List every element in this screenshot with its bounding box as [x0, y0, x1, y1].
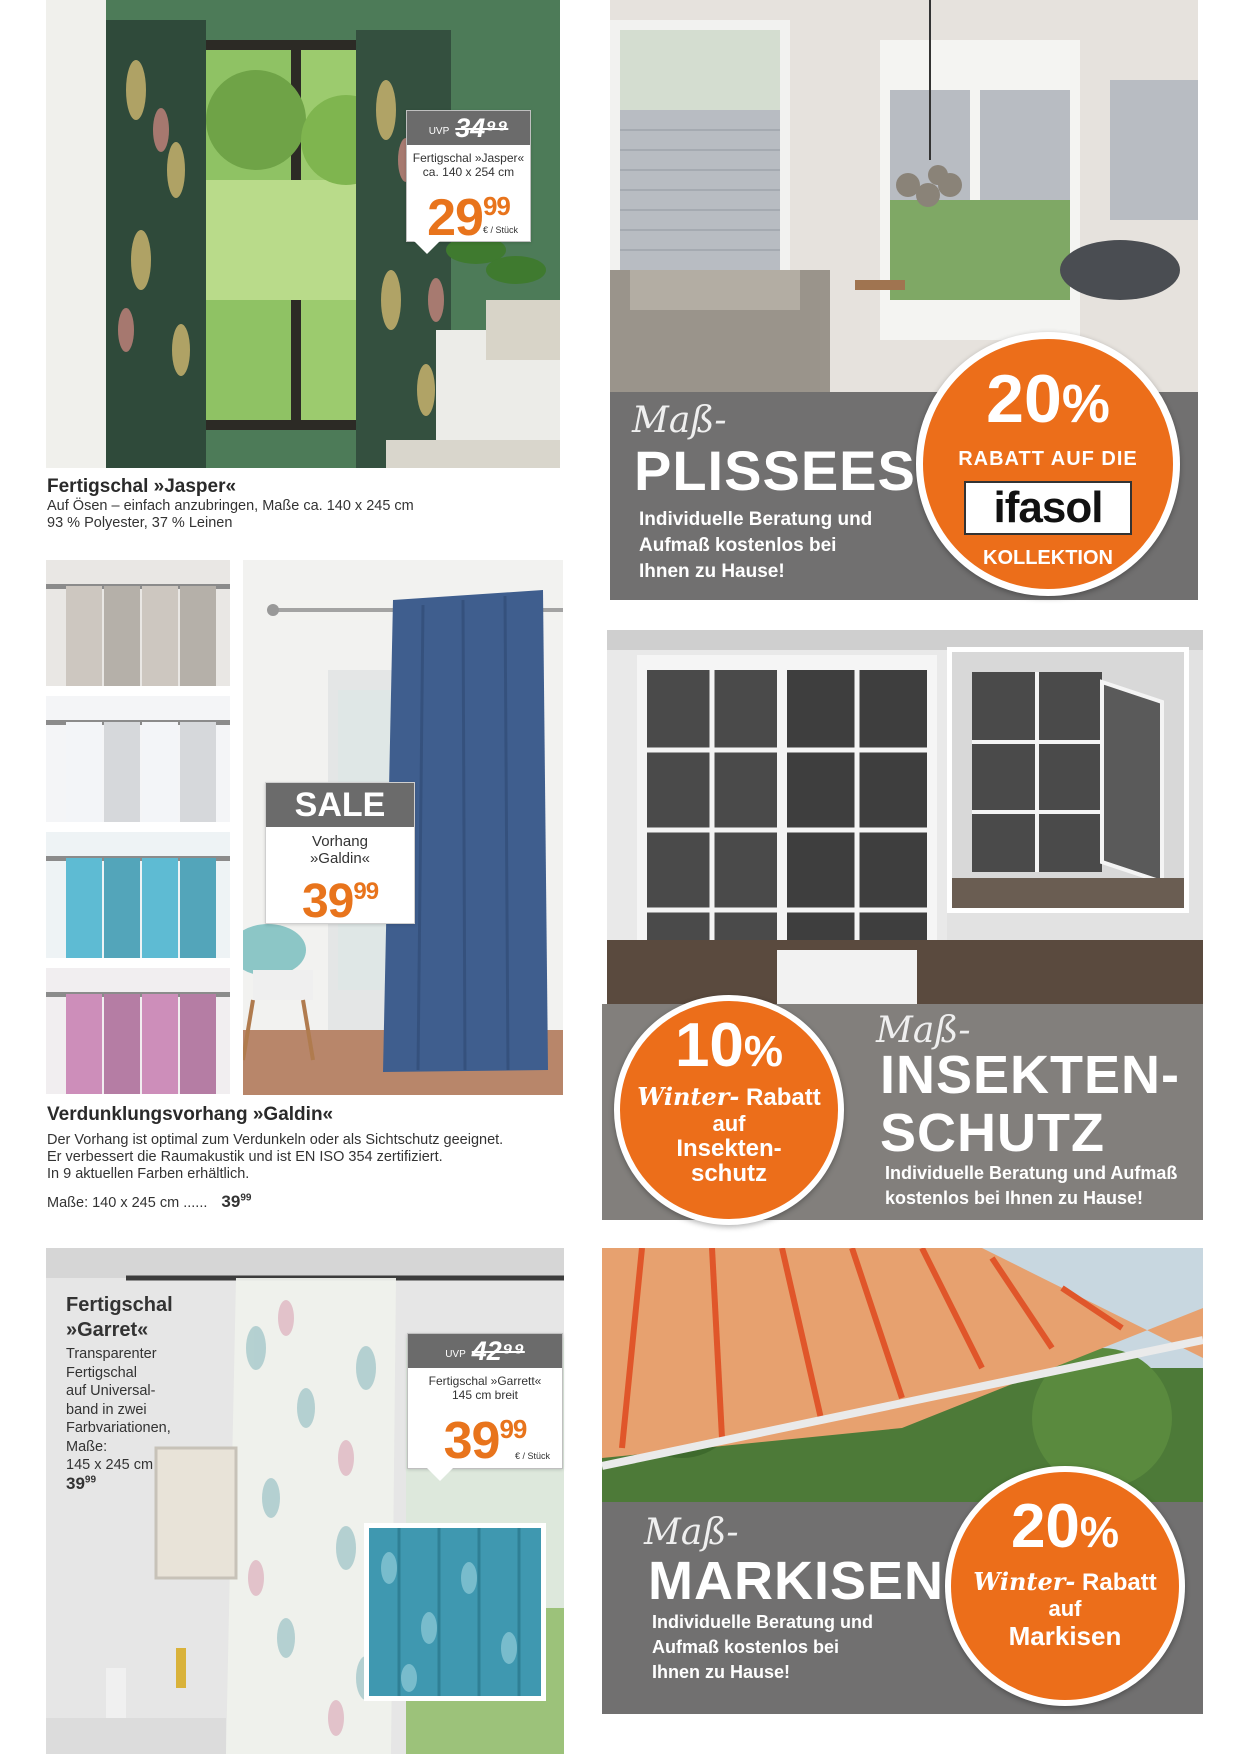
curtain-fold: [142, 994, 178, 1094]
rabatt-word: Rabatt: [1082, 1569, 1157, 1596]
garret-price-tag: [407, 1333, 563, 1469]
tag-pointer: [426, 1467, 454, 1481]
price-main: 39: [443, 1412, 500, 1470]
banner-text-line: Individuelle Beratung und: [652, 1612, 874, 1632]
uvp-price: 42⁹⁹: [471, 1336, 525, 1366]
banner-text-line: kostenlos bei Ihnen zu Hause!: [885, 1188, 1144, 1208]
curtain-fold: [104, 586, 140, 686]
desc-line: band in zwei: [66, 1401, 147, 1418]
tag-name-line2: ca. 140 x 254 cm: [422, 165, 515, 179]
ifasol-logo: [964, 481, 1132, 535]
tag-unit: € / Stück: [514, 1451, 550, 1461]
curtain-fold: [66, 994, 102, 1094]
banner-text-line: Individuelle Beratung und Aufmaß: [885, 1163, 1178, 1183]
uvp-bar: [408, 1334, 562, 1368]
swatch-turquoise: [46, 832, 230, 958]
price-cents: 99: [353, 878, 379, 905]
badge-percent: [951, 1492, 1179, 1564]
winter-word: Winter-: [973, 1567, 1076, 1596]
jasper-description: [47, 498, 414, 532]
title-line: Fertigschal: [66, 1294, 173, 1316]
markisen-discount-badge: [945, 1466, 1185, 1706]
galdin-title: Verdunklungsvorhang »Galdin«: [47, 1104, 334, 1125]
swatch-beige: [46, 560, 230, 686]
percent-sign: %: [743, 1027, 784, 1076]
curtain-fold: [66, 586, 102, 686]
tag-product-name: [407, 145, 530, 179]
insektenschutz-inset-photo: [947, 647, 1189, 913]
desc-line: 145 x 245 cm: [66, 1457, 154, 1473]
tag-name-line1: Fertigschal »Garrett«: [428, 1374, 542, 1388]
size-price: [221, 1192, 251, 1211]
desc-line: Fertigschal: [66, 1364, 137, 1381]
price-cents: 99: [499, 1414, 527, 1444]
badge-winter-rabatt: [951, 1568, 1179, 1597]
jasper-title: Fertigschal »Jasper«: [47, 476, 237, 497]
uvp-label: UVP: [428, 126, 450, 137]
tag-name-line1: Fertigschal »Jasper«: [412, 151, 525, 165]
galdin-sale-tag: [265, 782, 415, 928]
desc-line: Auf Ösen – einfach anzubringen, Maße ca. 140 x 245 cm: [47, 498, 414, 514]
jasper-price-tag: [406, 110, 531, 247]
plissees-discount-badge: [916, 332, 1180, 596]
badge-auf: auf: [1048, 1596, 1082, 1621]
curtain-fold: [180, 586, 216, 686]
uvp-price: 34⁹⁹: [455, 113, 509, 143]
heading-line: SCHUTZ: [880, 1103, 1105, 1163]
percent-value: 20: [1010, 1492, 1080, 1561]
tag-name-line2: »Galdin«: [309, 850, 371, 867]
curtain-fold: [66, 858, 102, 958]
tag-unit: € / Stück: [482, 225, 518, 235]
price-main: 29: [427, 189, 483, 247]
desc-line: Transparenter: [66, 1346, 157, 1362]
ifasol-brand: ifasol: [993, 483, 1103, 532]
insektenschutz-script: Maß-: [876, 1010, 971, 1051]
tag-product-name: [266, 827, 414, 867]
markisen-heading: MARKISEN: [648, 1551, 945, 1611]
badge-line2: schutz: [690, 1160, 767, 1187]
badge-auf: auf: [712, 1111, 746, 1136]
percent-value: 10: [674, 1011, 744, 1080]
sale-label: SALE: [266, 783, 414, 827]
tag-price: [266, 869, 414, 928]
curtain-fold: [180, 722, 216, 822]
badge-line1: RABATT AUF DIE: [958, 448, 1138, 470]
plissees-heading: PLISSEES: [634, 439, 916, 502]
curtain-fold: [180, 994, 216, 1094]
desc-line: auf Universal-: [66, 1383, 156, 1399]
title-line: »Garret«: [66, 1319, 149, 1341]
uvp-label: UVP: [445, 1349, 466, 1360]
plissees-script: Maß-: [632, 400, 727, 441]
garret-size-price: [66, 1474, 96, 1494]
price-main: 39: [221, 1192, 241, 1211]
banner-text-line: Aufmaß kostenlos bei: [639, 535, 837, 556]
heading-line: INSEKTEN-: [880, 1045, 1181, 1105]
price-main: 39: [301, 875, 354, 928]
badge-line1: Markisen: [1008, 1621, 1122, 1651]
galdin-description: [47, 1132, 503, 1183]
tag-name-line1: Vorhang: [312, 833, 368, 850]
tag-pointer: [413, 240, 441, 254]
banner-text-line: Aufmaß kostenlos bei: [652, 1637, 840, 1657]
swatch-white: [46, 696, 230, 822]
curtain-fold: [142, 858, 178, 958]
garret-fabric-inset: [364, 1523, 546, 1701]
insektenschutz-heading: [880, 1046, 1180, 1162]
curtain-fold: [142, 586, 178, 686]
tag-product-name: [408, 1368, 562, 1402]
price-main: 39: [66, 1474, 85, 1493]
price-cents: 99: [84, 1474, 97, 1486]
curtain-fold: [142, 722, 178, 822]
winter-word: Winter-: [637, 1082, 740, 1111]
badge-percent: [620, 1011, 838, 1083]
size-label: Maße: 140 x 245 cm ......: [47, 1195, 208, 1211]
insektenschutz-text: [885, 1161, 1177, 1211]
badge-percent: [923, 361, 1173, 438]
swatch-pink: [46, 968, 230, 1094]
curtain-fold: [66, 722, 102, 822]
markisen-script: Maß-: [644, 1512, 739, 1553]
markisen-text: [652, 1610, 873, 1685]
insektenschutz-discount-badge: [614, 995, 844, 1225]
banner-text-line: Ihnen zu Hause!: [639, 561, 785, 582]
uvp-bar: [407, 111, 530, 145]
rabatt-word: Rabatt: [746, 1084, 821, 1111]
desc-line: Er verbessert die Raumakustik und ist EN ISO 354 zertifiziert.: [47, 1149, 443, 1165]
curtain-fold: [104, 722, 140, 822]
desc-line: Maße:: [66, 1438, 108, 1455]
percent-sign: %: [1061, 374, 1110, 434]
price-cents: 99: [482, 191, 510, 221]
banner-text-line: Individuelle Beratung und: [639, 509, 873, 530]
garret-title: [66, 1293, 173, 1343]
plissees-photo: [610, 0, 1198, 392]
plissees-text: [639, 507, 872, 585]
banner-text-line: Ihnen zu Hause!: [652, 1662, 791, 1682]
galdin-size-price: [47, 1192, 251, 1212]
desc-line: 93 % Polyester, 37 % Leinen: [47, 515, 233, 531]
percent-value: 20: [986, 361, 1062, 437]
desc-line: Farbvariationen,: [66, 1420, 171, 1436]
price-cents: 99: [240, 1192, 252, 1204]
badge-winter-rabatt: [620, 1083, 838, 1112]
desc-line: Der Vorhang ist optimal zum Verdunkeln oder als Sichtschutz geeignet.: [47, 1132, 504, 1148]
tag-name-line2: 145 cm breit: [451, 1388, 519, 1402]
markisen-photo: [602, 1248, 1203, 1502]
curtain-fold: [104, 858, 140, 958]
percent-sign: %: [1079, 1508, 1120, 1557]
desc-line: In 9 aktuellen Farben erhältlich.: [47, 1166, 250, 1182]
badge-line2: KOLLEKTION: [983, 547, 1113, 569]
curtain-fold: [104, 994, 140, 1094]
garret-description: [66, 1345, 171, 1475]
badge-line1: Insekten-: [676, 1135, 782, 1162]
curtain-fold: [180, 858, 216, 958]
